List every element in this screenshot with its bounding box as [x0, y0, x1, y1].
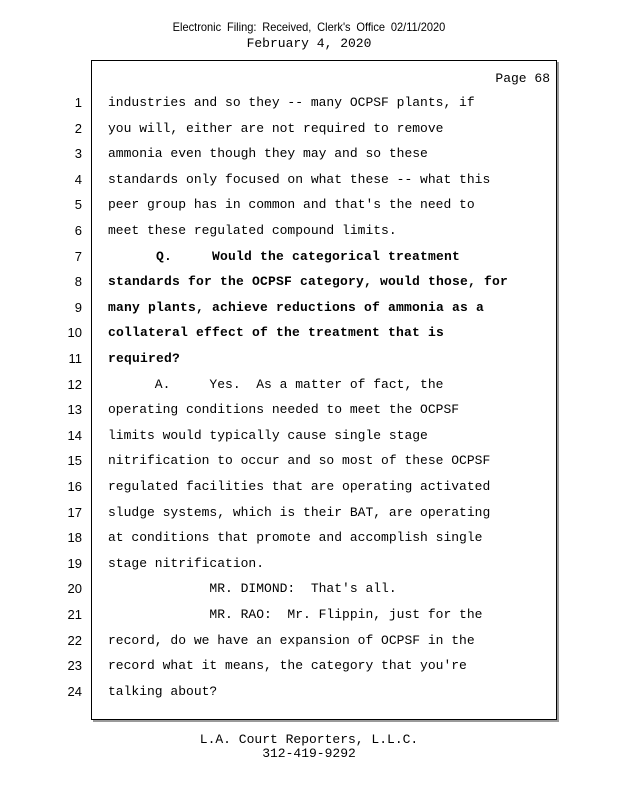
- transcript-line: Q. Would the categorical treatment: [108, 248, 461, 264]
- footer: [0, 733, 618, 761]
- transcript-line: limits would typically cause single stage: [108, 427, 428, 443]
- transcript-line: required?: [108, 351, 181, 366]
- line-number: 18: [67, 530, 82, 546]
- line-number: 19: [67, 555, 82, 571]
- line-number: 8: [74, 274, 82, 290]
- line-number: 3: [74, 146, 82, 162]
- line-number: 23: [67, 658, 82, 674]
- line-number: 10: [67, 325, 82, 341]
- transcript-line: talking about?: [108, 683, 218, 699]
- line-number: 21: [67, 607, 82, 622]
- line-number: 4: [74, 171, 82, 187]
- filing-stamp: Electronic Filing: Received, Clerk's Office 02/11/2020: [172, 20, 446, 34]
- transcript-line: A. Yes. As a matter of fact, the: [108, 376, 444, 392]
- line-number: 11: [68, 351, 82, 366]
- transcript-line: nitrification to occur and so most of these OCPSF: [108, 453, 491, 469]
- court-reporter-company: L.A. Court Reporters, L.L.C.: [199, 732, 419, 747]
- line-number: 20: [67, 581, 82, 597]
- line-number: 16: [67, 479, 82, 494]
- line-number: 14: [67, 427, 82, 443]
- transcript-line: standards only focused on what these -- what this: [108, 171, 491, 187]
- transcript-line: collateral effect of the treatment that is: [108, 325, 445, 341]
- line-number: 5: [74, 197, 82, 213]
- transcript-line: ammonia even though they may and so these: [108, 146, 428, 162]
- line-number: 13: [67, 402, 82, 418]
- transcript-page-frame: [91, 60, 557, 720]
- line-number: 6: [74, 223, 82, 238]
- transcript-line: operating conditions needed to meet the OCPSF: [108, 402, 460, 418]
- transcript-line: MR. DIMOND: That's all.: [108, 581, 397, 597]
- transcript-line: record, do we have an expansion of OCPSF in the: [108, 632, 475, 648]
- line-number: 24: [67, 683, 82, 699]
- line-number: 2: [74, 120, 82, 136]
- line-number: 17: [67, 504, 82, 520]
- line-number: 9: [74, 299, 82, 315]
- line-number: 7: [74, 248, 82, 264]
- page-number: Page 68: [495, 71, 550, 86]
- line-number: 1: [74, 95, 82, 110]
- transcript-line: at conditions that promote and accomplish single: [108, 530, 483, 546]
- transcript-date: February 4, 2020: [246, 36, 372, 51]
- transcript-line: sludge systems, which is their BAT, are operating: [108, 504, 491, 520]
- transcript-line: many plants, achieve reductions of ammonia as a: [108, 299, 485, 315]
- line-number: 15: [67, 453, 82, 469]
- court-reporter-phone: 312-419-9292: [262, 746, 356, 761]
- line-number: 12: [67, 376, 82, 392]
- transcript-line: peer group has in common and that's the need to: [108, 197, 475, 213]
- line-number: 22: [67, 632, 82, 648]
- transcript-line: industries and so they -- many OCPSF plants, if: [108, 95, 475, 110]
- transcript-line: regulated facilities that are operating activated: [108, 479, 491, 494]
- transcript-line: MR. RAO: Mr. Flippin, just for the: [108, 607, 483, 622]
- transcript-line: stage nitrification.: [108, 555, 265, 571]
- transcript-line: meet these regulated compound limits.: [108, 223, 397, 238]
- transcript-line: record what it means, the category that you're: [108, 658, 467, 674]
- transcript-line: you will, either are not required to remove: [108, 120, 444, 136]
- transcript-line: standards for the OCPSF category, would those, for: [108, 274, 509, 290]
